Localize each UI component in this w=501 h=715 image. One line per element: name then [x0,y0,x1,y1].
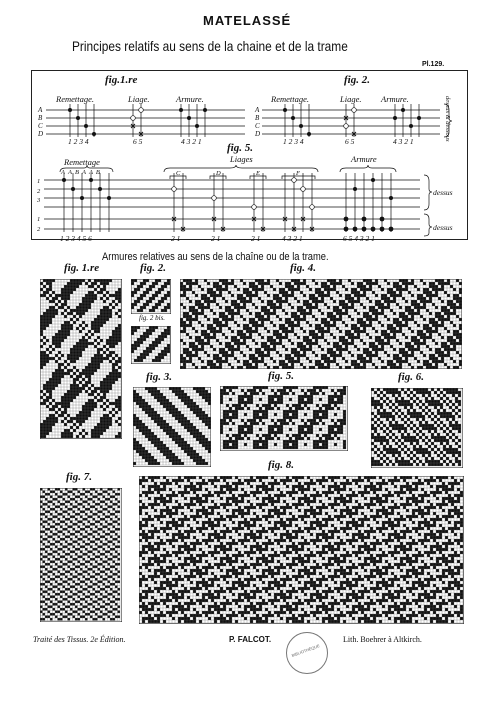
fig5-label: fig. 5. [227,142,253,154]
weave-pattern-fig2bis [131,326,171,364]
fig2-remettage-label: Remettage. [271,94,309,104]
fig1-numbers-armure: 4 3 2 1 [181,137,202,146]
fig5-numbers-f: 4 3 2 1 [282,234,303,243]
fig1-remettage-label: Remettage. [56,94,94,104]
fig2-row-letters: A B C D [255,106,261,138]
fig2-side-label: dessus & dessous [444,96,451,142]
fig5-row-numbers: 1 2 3 1 2 [37,178,41,233]
fig5-numbers-e: 2 1 [251,234,261,243]
footer-right: Lith. Boehrer à Altkirch. [343,635,422,644]
library-stamp [286,632,328,674]
fig5-side-label-2: dessus [433,223,453,232]
fig5-numbers-armure: 6 5 4 3 2 1 [343,234,375,243]
footer-author: P. FALCOT. [229,635,272,644]
weave-pattern-fig7 [40,488,122,622]
fig5-group-f: F [296,170,300,177]
weave-fig2bis-label: fig. 2 bis. [139,314,166,322]
weave-pattern-fig1 [40,279,122,439]
fig1-armure-label: Armure. [176,94,204,104]
fig5-numbers-d: 2 1 [211,234,221,243]
page-subtitle: Principes relatifs au sens de la chaine et de la trame [72,38,348,54]
fig1-row-letters: A B C D [38,106,44,138]
fig5-numbers-c: 2 1 [171,234,181,243]
fig5-remettage-label: Remettage [64,157,100,167]
weave-fig4-label: fig. 4. [290,262,316,274]
fig5-numbers-remettage: 1 2 3 4 5 6 [60,234,92,243]
library-stamp-text: BIBLIOTHÈQUE [290,643,321,658]
fig5-group-e: E [256,170,260,177]
weave-fig6-label: fig. 6. [398,371,424,383]
weave-pattern-fig4 [180,279,462,369]
fig2-liage-label: Liage. [340,94,362,104]
fig5-armure-label: Armure [351,154,377,164]
fig5-liages-label: Liages [230,154,253,164]
weave-pattern-fig2 [131,279,171,314]
fig5-group-c: C [176,170,181,177]
fig5-group-d: D [216,170,221,177]
weave-pattern-fig6 [371,388,463,468]
fig2-numbers-liage: 6 5 [345,137,355,146]
fig1-numbers-remettage: 1 2 3 4 [68,137,89,146]
plate-number: Pl.129. [422,61,445,68]
weave-fig1-label: fig. 1.re [64,262,100,274]
weave-pattern-fig5 [220,386,348,451]
fig1-liage-label: Liage. [128,94,150,104]
fig5-col-letters: AABAAB [61,169,103,176]
footer-left: Traité des Tissus. 2e Édition. [33,635,126,644]
fig2-armure-label: Armure. [381,94,409,104]
weave-fig5-label: fig. 5. [268,370,294,382]
fig2-numbers-remettage: 1 2 3 4 [283,137,304,146]
weave-fig3-label: fig. 3. [146,371,172,383]
weave-fig8-label: fig. 8. [268,459,294,471]
weave-fig2-label: fig. 2. [140,262,166,274]
fig1-label: fig.1.re [105,74,138,86]
section-title: Armures relatives au sens de la chaîne ou de la trame. [102,251,329,263]
weave-pattern-fig8 [139,476,464,624]
weave-pattern-fig3 [133,387,211,467]
fig5-side-label-1: dessus [433,188,453,197]
fig2-label: fig. 2. [344,74,370,86]
page-title: MATELASSÉ [203,13,292,28]
weave-fig7-label: fig. 7. [66,471,92,483]
fig2-numbers-armure: 4 3 2 1 [393,137,414,146]
fig1-numbers-liage: 6 5 [133,137,143,146]
